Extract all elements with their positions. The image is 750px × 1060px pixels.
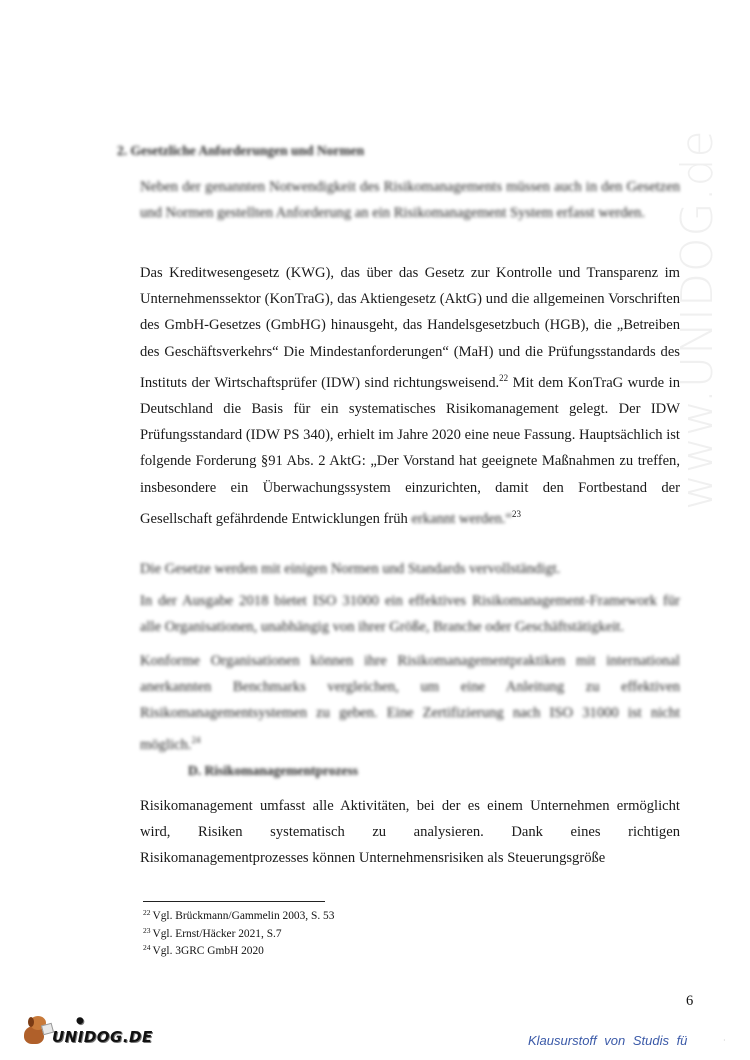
section-heading: 2. Gesetzliche Anforderungen und Normen xyxy=(117,143,365,158)
main-paragraph-blurred-end: erkannt werden.“ xyxy=(411,510,512,527)
main-paragraph xyxy=(140,260,680,532)
footnotes xyxy=(143,906,334,959)
blurred-paragraph-4-text: Konforme Organisationen können ihre Risikomanagementpraktiken mit international anerkannten Benchmarks vergleichen, um eine Anleitung zu effektiven Risikomanagementsystemen zu geben. Eine Zertifizierung nach ISO 31000 ist nicht möglich. xyxy=(140,653,680,753)
blurred-paragraph-4 xyxy=(140,648,680,758)
unidog-logo[interactable] xyxy=(20,1014,153,1046)
footnote-divider xyxy=(143,901,325,902)
footnote-ref-23: 23 xyxy=(512,508,521,519)
footnote-ref-22: 22 xyxy=(499,372,509,383)
watermark: www.UNIDOG.de xyxy=(672,129,723,510)
blurred-intro-paragraph: Neben der genannten Notwendigkeit des Risikomanagements müssen auch in den Gesetzen und Normen gestellten Anforderung an ein Risikomanagement System erfasst werden. xyxy=(140,179,680,222)
page-number: 6 xyxy=(686,993,694,1009)
footnote-ref-24: 24 xyxy=(191,734,201,745)
main-paragraph-part-a: Das Kreditwesengesetz (KWG), das über das Gesetz zur Kontrolle und Transparenz im Unternehmenssektor (KonTraG), das Aktiengesetz (AktG) und die allgemeinen Vorschriften des GmbH-Gesetzes (GmbHG) hinausgeht, das Handelsgesetzbuch (HGB), die „Betreiben des Geschäftsverkehrs“ Die Mindestanforderungen“ (MaH) und die Prüfungsstandards des Instituts der Wirtschaftsprüfer (IDW) sind richtungsweisend. xyxy=(140,265,680,391)
paw-icon: ● xyxy=(76,1016,85,1026)
main-paragraph-part-b: Mit dem KonTraG wurde in Deutschland die Basis für ein systematisches Risikomanagement gelegt. Der IDW Prüfungsstandard (IDW PS 340), erhielt im Jahre 2020 eine neue Fassung. Hauptsächlich ist folgende Forderung §91 Abs. 2 AktG: „Der Vorstand hat geeignete Maßnahmen zu treffen, insbesondere ein Überwachungssystem einzurichten, damit den Fortbestand der Gesellschaft gefährdende Entwicklungen früh xyxy=(140,374,680,527)
footnote: $^{24}$ Vgl. 3GRC GmbH 2020 xyxy=(143,943,264,957)
last-paragraph: Risikomanagement umfasst alle Aktivitäten, bei der es einem Unternehmen ermöglicht wird, Risiken systematisch zu analysieren. Dank eines richtigen Risikomanagementprozesses können Unternehmensrisiken als Steuerungsgröße xyxy=(140,798,680,867)
footnote: $^{22}$ Vgl. Brückmann/Gammelin 2003, S. 53 xyxy=(143,908,335,922)
blurred-paragraph-3: In der Ausgabe 2018 bietet ISO 31000 ein effektives Risikomanagement-Framework für alle Organisationen, unabhängig von ihrer Größe, Branche oder Geschäftstätigkeit. xyxy=(140,593,680,636)
footnote: $^{23}$ Vgl. Ernst/Häcker 2021, S.7 xyxy=(143,925,282,940)
logo-text: ● UNIDOG.DE xyxy=(52,1016,153,1046)
decorative-dot: · xyxy=(723,1036,726,1045)
dog-mascot-icon xyxy=(20,1014,50,1046)
blurred-paragraph-2: Die Gesetze werden mit einigen Normen und Standards vervollständigt. xyxy=(140,561,561,577)
tagline: Klausurstoff von Studis fü xyxy=(528,1033,688,1048)
subheading: D. Risikomanagementprozess xyxy=(188,763,358,778)
